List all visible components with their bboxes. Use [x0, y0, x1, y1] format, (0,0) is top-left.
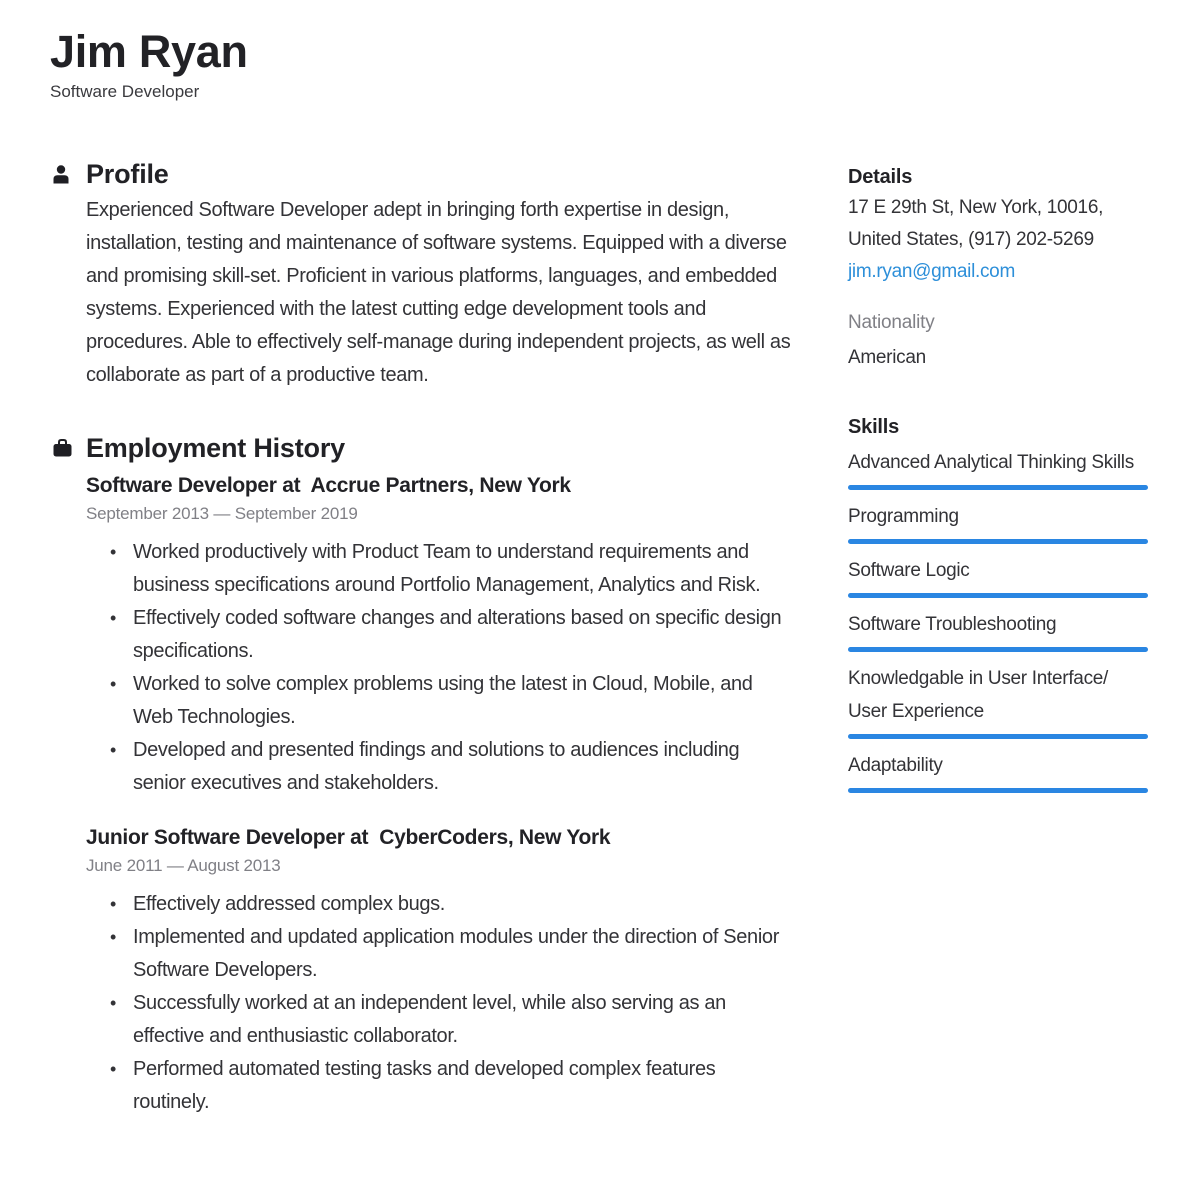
- address-line-1: 17 E 29th St, New York, 10016,: [848, 197, 1104, 218]
- job-bullet-list: [106, 888, 786, 1119]
- resume-header: [50, 24, 248, 103]
- job-entry: [86, 472, 810, 800]
- job-entry: [86, 824, 810, 1119]
- skill-name: Adaptability: [848, 755, 943, 776]
- employment-heading: Employment History: [86, 432, 345, 463]
- sidebar-column: [848, 162, 1148, 803]
- employment-header: [50, 428, 810, 468]
- skill-item: [848, 749, 1148, 793]
- profile-header: [50, 154, 810, 194]
- skill-name: Software Logic: [848, 560, 970, 581]
- job-title: Junior Software Developer at CyberCoders, New York: [86, 826, 611, 849]
- candidate-title: Software Developer: [50, 82, 200, 101]
- job-bullet-list: [106, 536, 786, 800]
- job-bullet: • Effectively coded software changes and alterations based on specific design specifications.: [106, 602, 786, 668]
- job-bullet: • Performed automated testing tasks and developed complex features routinely.: [106, 1053, 786, 1119]
- skill-item: [848, 662, 1148, 739]
- skill-item: [848, 608, 1148, 652]
- skill-level-bar: [848, 485, 1148, 490]
- job-bullet: • Effectively addressed complex bugs.: [106, 888, 786, 921]
- profile-section: [50, 154, 810, 392]
- skill-name: Knowledgable in User Interface/ User Experience: [848, 668, 1109, 722]
- skill-level-bar: [848, 734, 1148, 739]
- profile-summary: Experienced Software Developer adept in bringing forth expertise in design, installation, testing and maintenance of software systems. Equipped with a diverse and promising skill-set. Proficient in various platforms, languages, and embedded systems. Experienced with the latest cutting edge development tools and procedures. Able to effectively self-manage during independent projects, as well as collaborate as part of a productive team.: [86, 199, 791, 386]
- skill-level-bar: [848, 539, 1148, 544]
- job-bullet: • Successfully worked at an independent level, while also serving as an effective and enthusiastic collaborator.: [106, 987, 786, 1053]
- job-dates: September 2013 — September 2019: [86, 504, 358, 523]
- person-icon: [50, 165, 86, 184]
- job-bullet: • Worked to solve complex problems using the latest in Cloud, Mobile, and Web Technologies.: [106, 668, 786, 734]
- skills-section: [848, 412, 1148, 793]
- briefcase-icon: [50, 439, 86, 457]
- skill-item: [848, 500, 1148, 544]
- skill-name: Programming: [848, 506, 959, 527]
- job-dates: June 2011 — August 2013: [86, 856, 281, 875]
- skill-item: [848, 554, 1148, 598]
- skill-name: Advanced Analytical Thinking Skills: [848, 452, 1134, 473]
- skill-name: Software Troubleshooting: [848, 614, 1057, 635]
- job-bullet: • Worked productively with Product Team to understand requirements and business specifications around Portfolio Management, Analytics and Risk.: [106, 536, 786, 602]
- employment-section: [50, 428, 810, 1119]
- nationality-label: Nationality: [848, 312, 935, 333]
- skill-item: [848, 446, 1148, 490]
- skill-level-bar: [848, 647, 1148, 652]
- address-line-2: United States, (917) 202-5269: [848, 229, 1094, 250]
- email-link[interactable]: jim.ryan@gmail.com: [848, 261, 1015, 282]
- skills-heading: Skills: [848, 416, 900, 438]
- job-bullet: • Implemented and updated application modules under the direction of Senior Software Developers.: [106, 921, 786, 987]
- skill-level-bar: [848, 788, 1148, 793]
- job-title: Software Developer at Accrue Partners, New York: [86, 474, 571, 497]
- details-heading: Details: [848, 166, 913, 188]
- skill-level-bar: [848, 593, 1148, 598]
- profile-heading: Profile: [86, 158, 169, 189]
- candidate-name: Jim Ryan: [50, 26, 248, 77]
- job-bullet: • Developed and presented findings and solutions to audiences including senior executives and stakeholders.: [106, 734, 786, 800]
- nationality-value: American: [848, 347, 926, 368]
- main-column: [50, 154, 810, 1119]
- details-section: [848, 162, 1148, 374]
